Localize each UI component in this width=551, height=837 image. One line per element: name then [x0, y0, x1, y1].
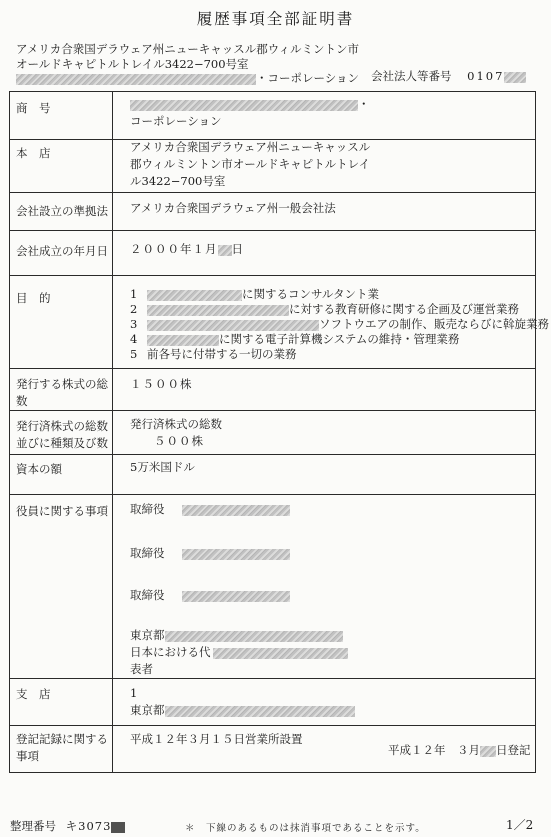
row-divider — [9, 454, 536, 455]
head-office-line: ル3422−700号室 — [130, 174, 226, 188]
redacted-corp-number — [504, 72, 526, 83]
director-title: 取締役 — [130, 588, 165, 602]
corp-number-label: 会社法人等番号 — [371, 69, 452, 83]
ref-value: キ3073 — [65, 819, 112, 833]
director-title: 取締役 — [130, 502, 165, 516]
registration-label: 登記記録に関する事項 — [16, 732, 108, 763]
head-office-line: 郡ウィルミントン市オールドキャピトルトレイ — [130, 157, 371, 171]
redacted-rep-name — [213, 648, 348, 659]
registration-date-a: 平成１２年 ３月 — [388, 743, 480, 757]
purpose-text: 前各号に付帯する一切の業務 — [146, 347, 297, 361]
purpose-list — [130, 287, 549, 362]
rep-line2: 日本における代 — [130, 645, 211, 659]
purpose-num: 1 — [130, 287, 138, 301]
redacted-director-name — [182, 549, 290, 560]
authorized-shares-label: 発行する株式の総数 — [16, 377, 108, 408]
footer-note: ＊ 下線のあるものは抹消事項であることを示す。 — [185, 823, 426, 834]
capital-label: 資本の額 — [16, 462, 62, 476]
redacted-branch-address — [165, 706, 355, 717]
row-divider — [9, 230, 536, 231]
rep-line3: 表者 — [130, 662, 153, 676]
officers-label: 役員に関する事項 — [16, 504, 108, 518]
purpose-num: 4 — [130, 332, 138, 346]
purpose-num: 3 — [130, 317, 138, 331]
row-divider — [9, 725, 536, 726]
established-value — [130, 241, 244, 258]
registration-value: 平成１２年３月１５日営業所設置 — [130, 732, 303, 746]
redacted-day — [218, 245, 232, 256]
row-divider — [9, 368, 536, 369]
purpose-item — [130, 347, 549, 362]
row-divider — [9, 275, 536, 276]
registration-date-b: 日登記 — [496, 743, 531, 757]
director-title: 取締役 — [130, 546, 165, 560]
trade-name-value: ・ コーポレーション — [130, 97, 370, 128]
page-number: 1／2 — [506, 818, 534, 832]
company-suffix: ・コーポレーション — [256, 71, 360, 85]
issued-shares-line1: 発行済株式の総数 — [130, 417, 222, 431]
row-divider — [9, 494, 536, 495]
purpose-text: に関するコンサルタント業 — [241, 287, 379, 301]
redacted-purpose — [147, 335, 219, 346]
redacted-purpose — [147, 320, 319, 331]
branch-num: 1 — [130, 686, 138, 700]
corp-number: 0107 — [467, 69, 505, 83]
redacted-registration-day — [480, 746, 496, 757]
director-2 — [130, 545, 290, 562]
trade-name-label: 商 号 — [16, 101, 51, 115]
registration-date — [388, 742, 531, 759]
redacted-director-name — [182, 591, 290, 602]
redacted-ref — [111, 822, 125, 833]
governing-law-value: アメリカ合衆国デラウェア州一般会社法 — [130, 201, 336, 215]
branch-label: 支 店 — [16, 687, 51, 701]
redacted-purpose — [147, 305, 289, 316]
rep-line1: 東京都 — [130, 628, 165, 642]
representative — [130, 627, 348, 678]
footer-ref — [10, 818, 125, 834]
established-label: 会社成立の年月日 — [16, 244, 108, 258]
issued-shares-value — [130, 416, 222, 450]
purpose-num: 5 — [130, 347, 138, 361]
row-divider — [9, 192, 536, 193]
purpose-item — [130, 317, 549, 332]
head-office-label: 本 店 — [16, 146, 51, 160]
document-title: 履歴事項全部証明書 — [196, 10, 355, 28]
redacted-rep-address — [165, 631, 343, 642]
director-1 — [130, 501, 290, 518]
purpose-label: 目 的 — [16, 291, 51, 305]
authorized-shares-value: １５００株 — [130, 377, 193, 391]
row-divider — [9, 678, 536, 679]
purpose-text: に関する電子計算機システムの維持・管理業務 — [218, 332, 460, 346]
header-address-line1: アメリカ合衆国デラウェア州ニューキャッスル郡ウィルミントン市 — [16, 42, 360, 56]
purpose-item — [130, 287, 549, 302]
redacted-purpose — [147, 290, 242, 301]
issued-shares-line2: ５００株 — [154, 434, 204, 448]
purpose-item — [130, 332, 549, 347]
column-divider — [112, 91, 113, 773]
established-date-a: ２０００年１月 — [130, 242, 218, 256]
governing-law-label: 会社設立の準拠法 — [16, 204, 108, 218]
row-divider — [9, 410, 536, 411]
head-office-value — [130, 139, 370, 190]
director-3 — [130, 587, 290, 604]
branch-value — [130, 685, 355, 719]
redacted-director-name — [182, 505, 290, 516]
issued-shares-label: 発行済株式の総数並びに種類及び数 — [16, 419, 108, 450]
branch-address: 東京都 — [130, 703, 165, 717]
header-company-line — [16, 70, 359, 86]
header-address-line2: オールドキャピトルトレイル3422−700号室 — [16, 57, 249, 71]
corp-number-group — [371, 68, 526, 84]
redacted-company-name — [16, 74, 256, 85]
trade-name-line2: コーポレーション — [130, 114, 222, 128]
established-date-b: 日 — [231, 242, 244, 256]
purpose-text: ソフトウエアの制作、販売ならびに斡旋業務 — [318, 317, 549, 331]
capital-value: 5万米国ドル — [130, 460, 195, 474]
purpose-text: に対する教育研修に関する企画及び運営業務 — [288, 302, 519, 316]
head-office-line: アメリカ合衆国デラウェア州ニューキャッスル — [130, 140, 371, 154]
purpose-item — [130, 302, 549, 317]
ref-label: 整理番号 — [10, 819, 56, 833]
purpose-num: 2 — [130, 302, 138, 316]
redacted-trade-name — [130, 100, 358, 111]
